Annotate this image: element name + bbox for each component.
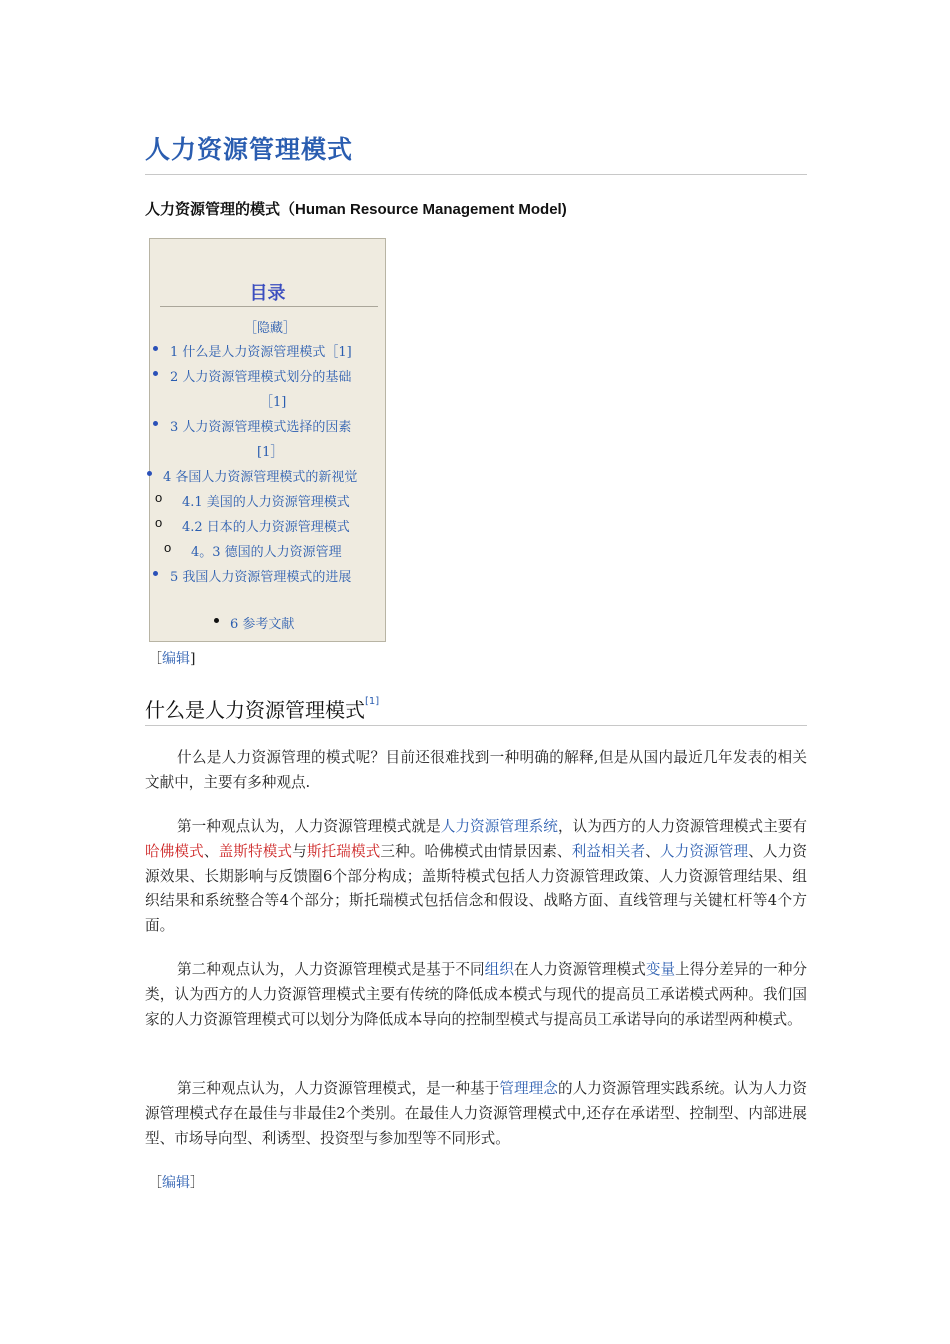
toc-bullet-icon [147,471,152,476]
paragraph-3: 第二种观点认为，人力资源管理模式是基于不同组织在人力资源管理模式变量上得分差异的一种分类，认为西方的人力资源管理模式主要有传统的降低成本模式与现代的提高员工承诺模式两种。我们国家的人力资源管理模式可以划分为降低成本导向的控制型模式与提高员工承诺导向的承诺型两种模式。 [145,961,807,1028]
toc-item-5[interactable]: 5 我国人力资源管理模式的进展 [170,570,352,585]
paragraph-4: 第三种观点认为，人力资源管理模式，是一种基于管理理念的人力资源管理实践系统。认为人力资源管理模式存在最佳与非最佳2个类别。在最佳人力资源管理模式中,还存在承诺型、控制型、内部进展型、市场导向型、利诱型、投资型与参加型等不同形式。 [145,1080,807,1147]
toc-sub-bullet-icon: o [155,515,163,530]
toc-bullet-icon [153,421,158,426]
edit-button[interactable]: 编辑 [162,1175,190,1191]
link-hr-system[interactable]: 人力资源管理系统 [440,818,558,835]
toc-bullet-icon [214,618,219,623]
link-variable[interactable]: 变量 [645,961,676,978]
toc-item-4-3[interactable]: 4。3 德国的人力资源管理 [191,545,342,560]
toc-item-2[interactable]: 2 人力资源管理模式划分的基础 [170,370,352,385]
toc-title: 目录 [249,283,286,304]
link-harvard-model[interactable]: 哈佛模式 [145,842,204,860]
subtitle: 人力资源管理的模式（Human Resource Management Model) [145,201,567,218]
toc-bullet-icon [153,346,158,351]
section-heading-1: 什么是人力资源管理模式[1] [145,696,380,722]
toc-item-4-1[interactable]: 4.1 美国的人力资源管理模式 [182,495,350,510]
toc-bullet-icon [153,371,158,376]
link-management-concept[interactable]: 管理理念 [499,1080,558,1097]
title-divider [145,174,807,175]
toc-divider [160,306,378,307]
toc-item-2-ref[interactable]: ［1] [260,395,287,410]
paragraph-1: 什么是人力资源管理的模式呢？目前还很难找到一种明确的解释,但是从国内最近几年发表的相关文献中，主要有多种观点. [145,749,807,791]
page-title: 人力资源管理模式 [145,135,354,164]
toc-item-6[interactable]: 6 参考文献 [230,617,295,632]
table-of-contents [149,238,386,642]
toc-hide-toggle[interactable]: ［隐藏］ [244,321,297,336]
toc-item-4-2[interactable]: 4.2 日本的人力资源管理模式 [182,520,350,535]
edit-link-toc: ［编辑] [148,651,196,667]
toc-item-1[interactable]: 1 什么是人力资源管理模式［1] [170,345,352,360]
link-organization[interactable]: 组织 [484,961,514,978]
section-divider [145,725,807,726]
toc-bullet-icon [153,571,158,576]
toc-sub-bullet-icon: o [155,490,163,505]
edit-button[interactable]: 编辑 [162,651,190,667]
toc-item-3[interactable]: 3 人力资源管理模式选择的因素 [170,420,352,435]
toc-sub-bullet-icon: o [164,540,172,555]
link-hr-management[interactable]: 人力资源管理 [659,842,749,860]
link-stakeholders[interactable]: 利益相关者 [571,842,646,860]
link-guest-model[interactable]: 盖斯特模式 [218,842,293,860]
link-storey-model[interactable]: 斯托瑞模式 [306,842,381,860]
toc-item-4[interactable]: 4 各国人力资源管理模式的新视觉 [163,470,358,485]
reference-link[interactable]: [1] [365,696,380,707]
edit-link-section: ［编辑］ [148,1175,204,1191]
paragraph-2: 第一种观点认为，人力资源管理模式就是人力资源管理系统，认为西方的人力资源管理模式主要有哈佛模式、盖斯特模式与斯托瑞模式三种。哈佛模式由情景因素、利益相关者、人力资源管理、人力资源效果、长期影响与反馈圈6个部分构成；盖斯特模式包括人力资源管理政策、人力资源管理结果、组织结果和系统整合等4个部分；斯托瑞模式包括信念和假设、战略方面、直线管理与关键杠杆等4个方面。 [145,818,807,935]
toc-item-3-ref[interactable]: [1］ [257,445,284,460]
